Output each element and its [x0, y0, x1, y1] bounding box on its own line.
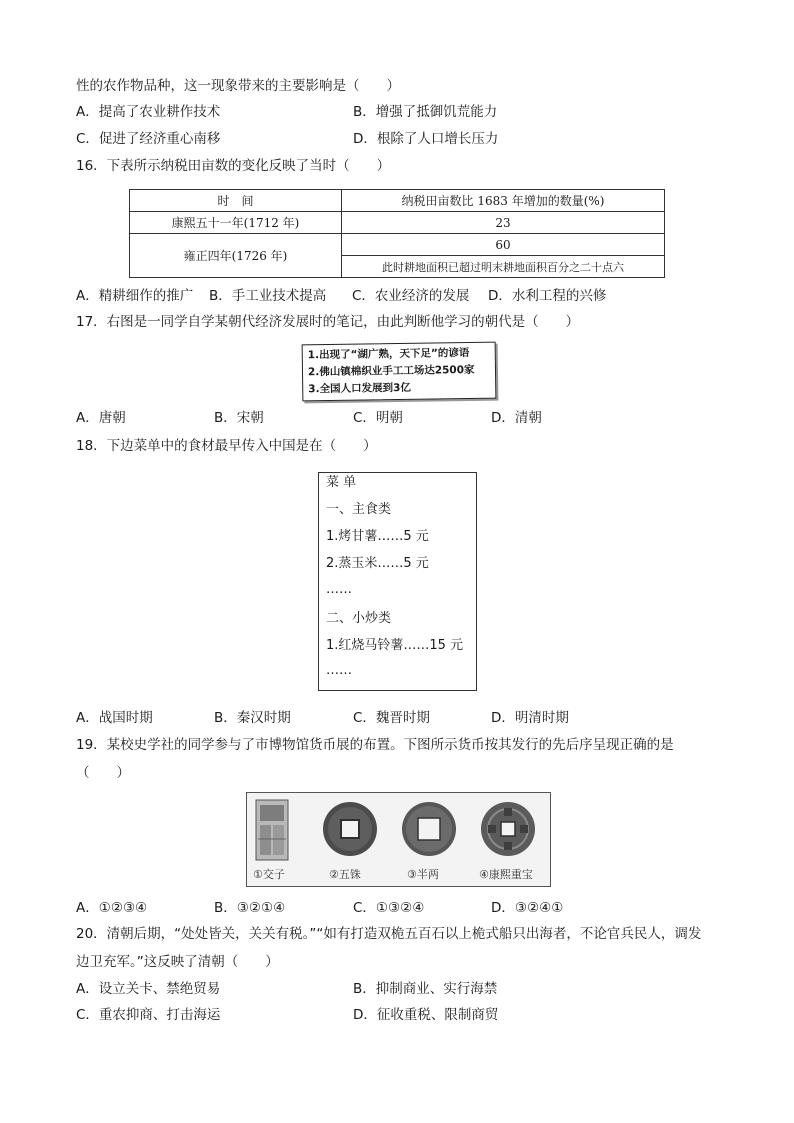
menu-ellipsis: ……: [326, 663, 352, 678]
q17-option-d: D．清朝: [491, 410, 542, 426]
q20-stem-line1: 20．清朝后期，“处处皆关，关关有税。”“如有打造双桅五百石以上桅式船只出海者，不论官兵民人，调发: [76, 926, 702, 942]
q20-option-d: D．征收重税、限制商贸: [353, 1007, 499, 1023]
jiaozi-note-image: [255, 799, 289, 861]
q19-option-a: A．①②③④: [76, 900, 148, 916]
table-header-row: [130, 190, 665, 212]
table-cell-period: 康熙五十一年(1712 年): [130, 212, 342, 234]
coin-caption: ①交子: [253, 868, 285, 881]
table-cell-value: 60: [342, 234, 665, 256]
q19-option-d: D．③②④①: [491, 900, 564, 916]
q16-stem: 16．下表所示纳税田亩数的变化反映了当时（ ）: [76, 158, 391, 174]
tax-table: [129, 189, 665, 278]
table-cell-value: 23: [342, 212, 665, 234]
q20-stem-line2: 边卫充军。”这反映了清朝（ ）: [76, 954, 279, 970]
menu-item: 1.红烧马铃薯……15 元: [326, 638, 464, 653]
menu-item: 2.蒸玉米……5 元: [326, 556, 429, 571]
note-line: 2.佛山镇棉织业手工工场达2500家: [307, 363, 475, 379]
q17-option-c: C．明朝: [353, 410, 403, 426]
q19-option-b: B．③②①④: [214, 900, 286, 916]
coin-caption: ④康熙重宝: [479, 868, 533, 881]
menu-section-stirfry: 二、小炒类: [326, 611, 392, 626]
menu-item: 1.烤甘薯……5 元: [326, 529, 429, 544]
menu-ellipsis: ……: [326, 582, 352, 597]
q18-option-a: A．战国时期: [76, 710, 153, 726]
table-row: [130, 212, 665, 234]
q15-stem-tail: 性的农作物品种，这一现象带来的主要影响是（ ）: [76, 78, 400, 94]
q19-stem-paren: （ ）: [76, 765, 130, 781]
q15-option-c: C．促进了经济重心南移: [76, 131, 221, 147]
q18-option-b: B．秦汉时期: [214, 710, 291, 726]
q19-stem: 19．某校史学社的同学参与了市博物馆货币展的布置。下图所示货币按其发行的先后序呈现正确的是: [76, 737, 674, 753]
kangxi-coin-image: [479, 800, 537, 858]
menu-section-staple: 一、主食类: [326, 502, 392, 517]
q17-stem: 17．右图是一同学自学某朝代经济发展时的笔记，由此判断他学习的朝代是（ ）: [76, 314, 580, 330]
table-row: [130, 234, 665, 256]
coin-caption: ②五铢: [329, 868, 361, 881]
table-header-period: 时 间: [130, 190, 342, 212]
study-notes-card: [302, 342, 497, 402]
currency-panel: [246, 792, 551, 887]
q18-option-d: D．明清时期: [491, 710, 569, 726]
q19-option-c: C．①③②④: [353, 900, 425, 916]
note-line: 3.全国人口发展到3亿: [308, 381, 411, 396]
q16-option-b: B．手工业技术提高: [209, 288, 327, 304]
menu-title: 菜 单: [326, 475, 357, 490]
q18-option-c: C．魏晋时期: [353, 710, 430, 726]
q16-option-a: A．精耕细作的推广: [76, 288, 194, 304]
menu-card: [318, 472, 477, 691]
q20-option-a: A．设立关卡、禁绝贸易: [76, 981, 221, 997]
q15-option-d: D．根除了人口增长压力: [353, 131, 499, 147]
table-cell-period: 雍正四年(1726 年): [130, 234, 342, 278]
coin-caption: ③半两: [407, 868, 439, 881]
q15-option-a: A．提高了农业耕作技术: [76, 104, 221, 120]
q15-option-b: B．增强了抵御饥荒能力: [353, 104, 498, 120]
note-line: 1.出现了“湖广熟，天下足”的谚语: [307, 347, 470, 362]
table-cell-note: 此时耕地面积已超过明末耕地面积百分之二十点六: [342, 256, 665, 278]
q17-option-a: A．唐朝: [76, 410, 126, 426]
table-header-increase: 纳税田亩数比 1683 年增加的数量(%): [342, 190, 665, 212]
q20-option-b: B．抑制商业、实行海禁: [353, 981, 498, 997]
q16-option-c: C．农业经济的发展: [352, 288, 470, 304]
q20-option-c: C．重农抑商、打击海运: [76, 1007, 221, 1023]
q16-option-d: D．水利工程的兴修: [488, 288, 607, 304]
banliang-coin-image: [400, 800, 458, 858]
q18-stem: 18．下边菜单中的食材最早传入中国是在（ ）: [76, 438, 377, 454]
q17-option-b: B．宋朝: [214, 410, 264, 426]
wuzhu-coin-image: [321, 800, 379, 858]
